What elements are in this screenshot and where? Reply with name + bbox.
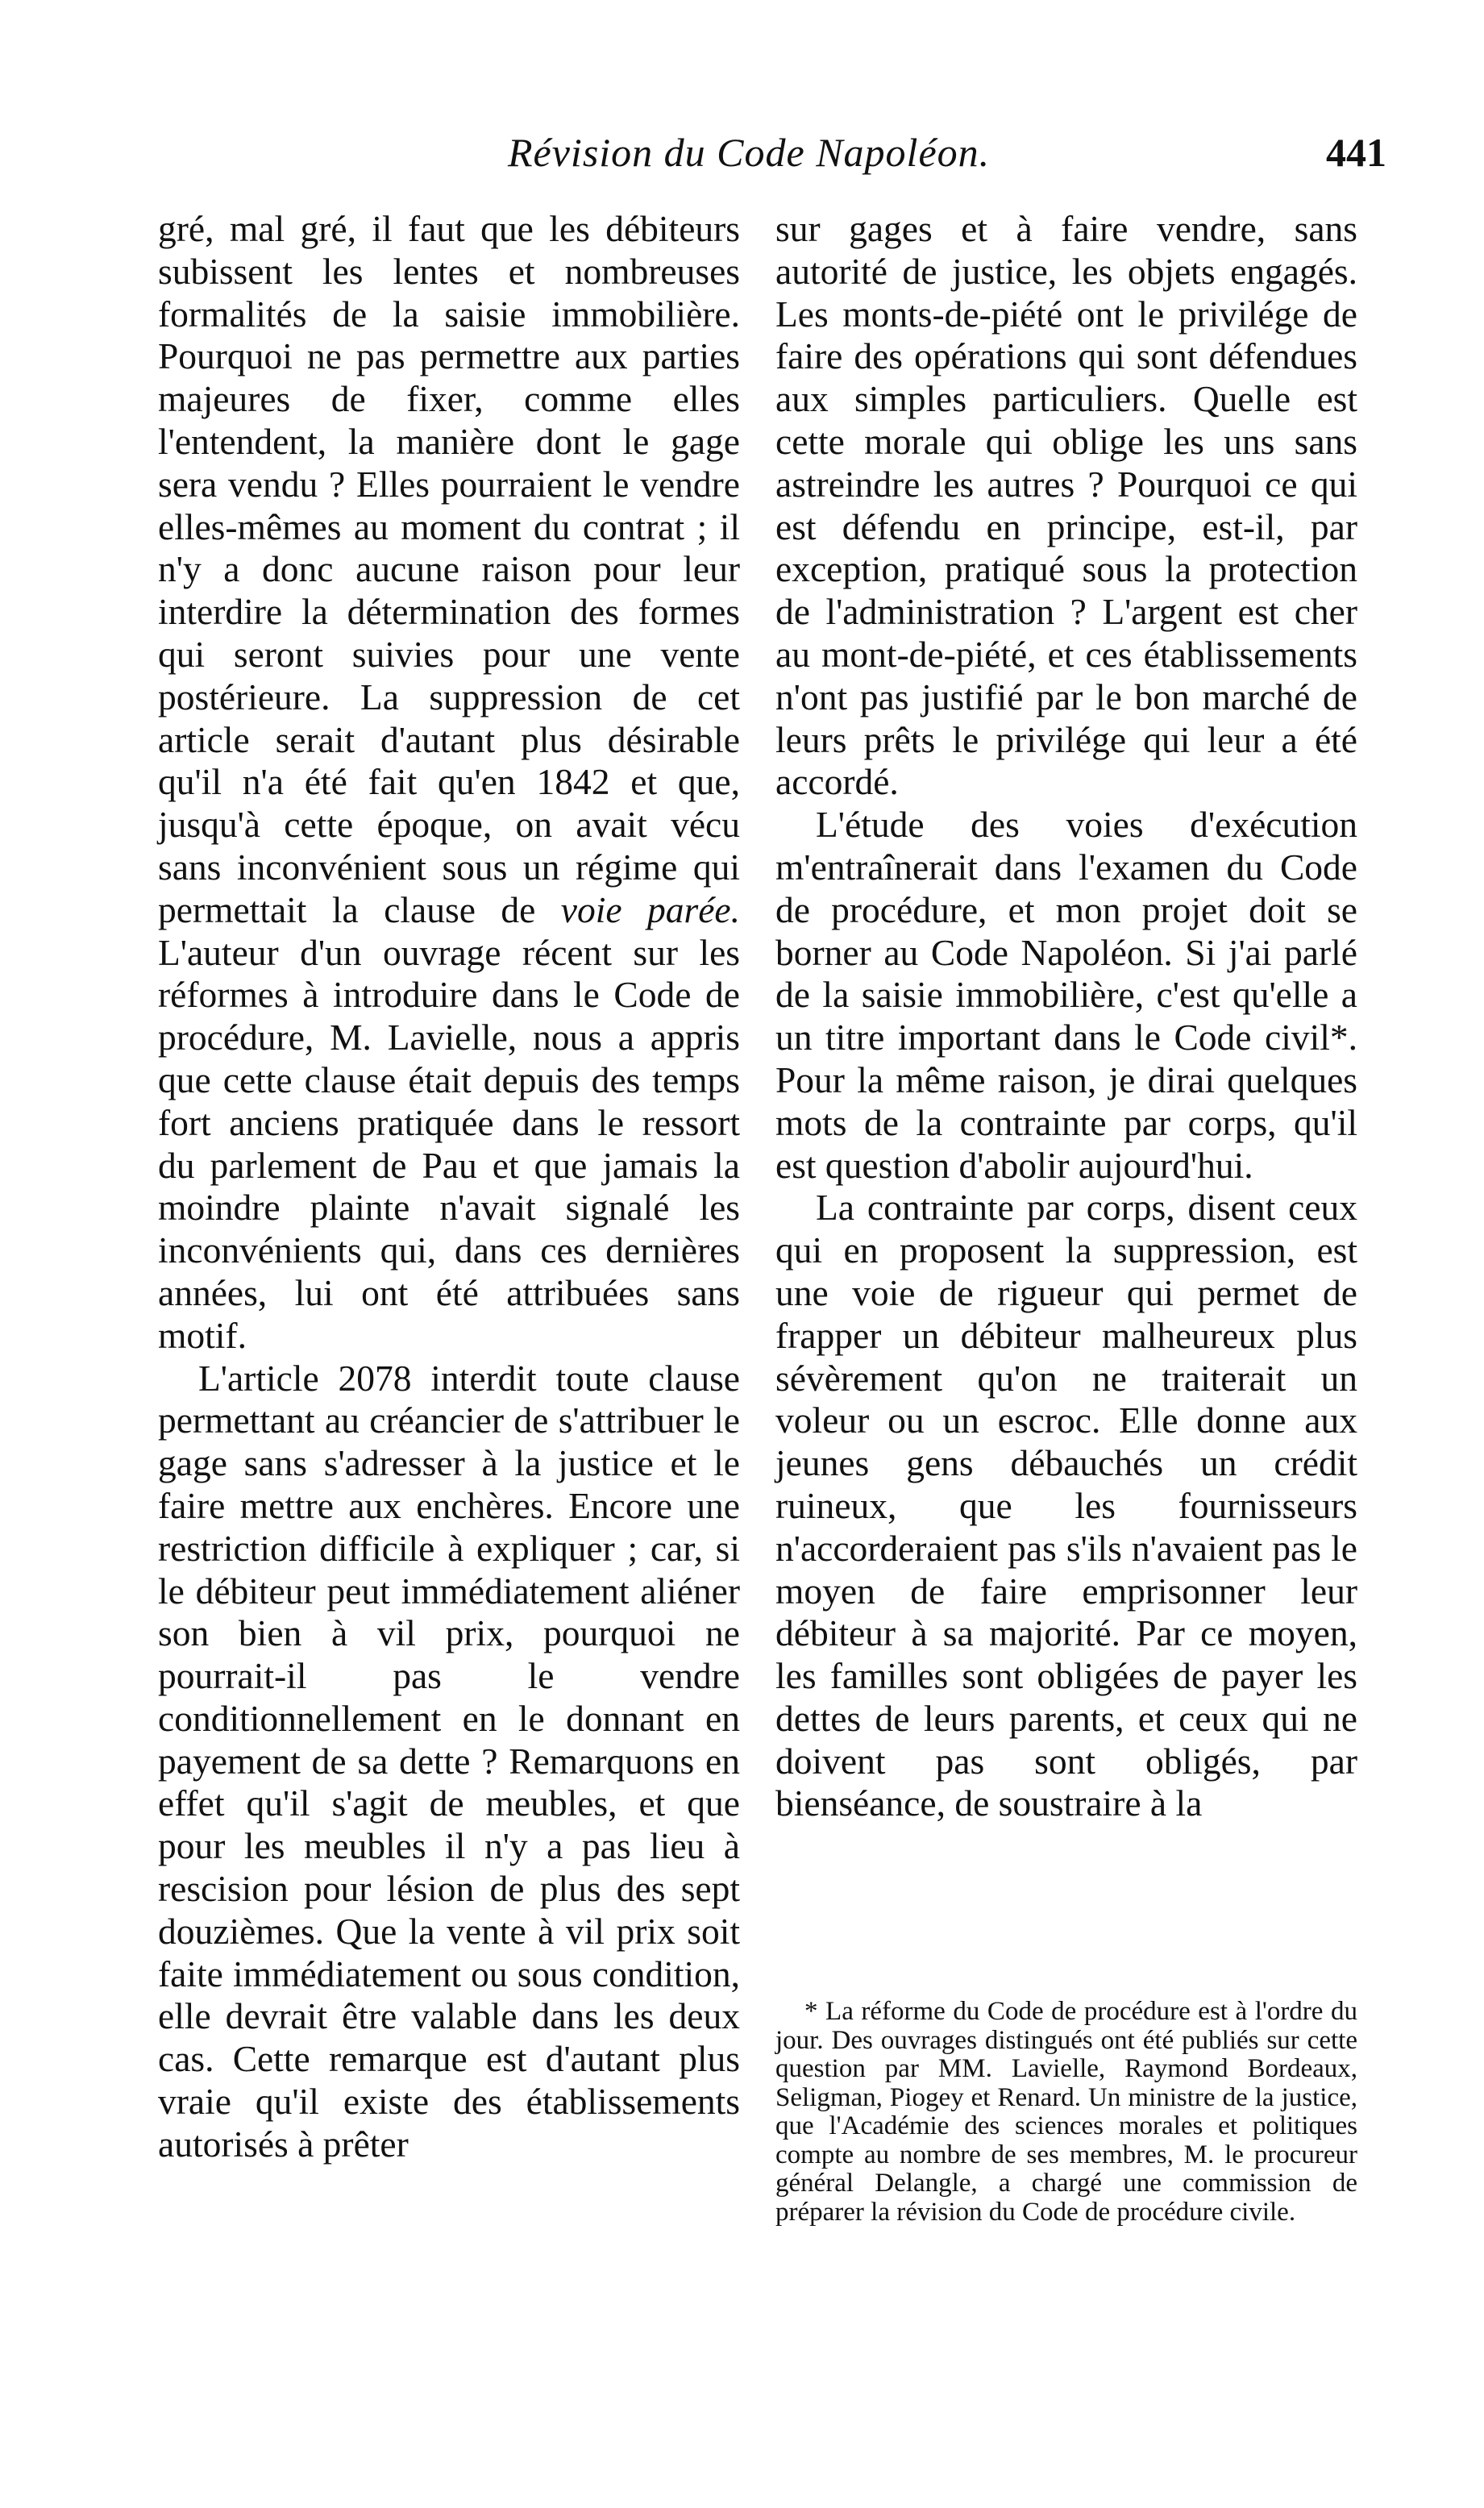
left-paragraph-1-end: L'auteur d'un ouvrage récent sur les réformes à introduire dans le Code de procédure, M. Lavielle, nous a appris que cette clause était depuis des temps fort anciens pratiquée dans le ressort du parlement de Pau et que jamais la moindre plainte n'avait signalé les inconvénients qui, dans ces dernières années, lui ont été attribuées sans motif. bbox=[158, 931, 740, 1356]
running-title: Révision du Code Napoléon. bbox=[508, 130, 991, 175]
page-header bbox=[153, 129, 1386, 185]
right-paragraph-1: sur gages et à faire vendre, sans autorité de justice, les objets engagés. Les monts-de-piété ont le privilége de faire des opérations qui sont défendues aux simples particuliers. Quelle est cette morale qui oblige les uns sans astreindre les autres ? Pourquoi ce qui est défendu en principe, est-il, par exception, pratiqué sous la protection de l'administration ? L'argent est cher au mont-de-piété, et ces établissements n'ont pas justifié par le bon marché de leurs prêts le privilége qui leur a été accordé. bbox=[775, 208, 1357, 803]
left-column bbox=[158, 208, 740, 2166]
left-paragraph-1-text: gré, mal gré, il faut que les débiteurs subissent les lentes et nombreuses formalités de la saisie immobilière. Pourquoi ne pas permettre aux parties majeures de fixer, comme elles l'entendent, la manière dont le gage sera vendu ? Elles pourraient le vendre elles-mêmes au moment du contrat ; il n'y a donc aucune raison pour leur interdire la détermination des formes qui seront suivies pour une vente postérieure. La suppression de cet article serait d'autant plus désirable qu'il n'a été fait qu'en 1842 et que, jusqu'à cette époque, on avait vécu sans inconvénient sous un régime qui permettait la clause de bbox=[158, 208, 740, 930]
right-column bbox=[775, 208, 1357, 1825]
right-paragraph-2-text: L'étude des voies d'exécution m'entraînerait dans l'examen du Code de procédure, et mon projet doit se borner au Code Napoléon. Si j'ai parlé de la saisie immobilière, c'est qu'elle a un titre important dans le Code civil bbox=[775, 804, 1357, 1059]
right-paragraph-2-end: . Pour la même raison, je dirai quelques mots de la contrainte par corps, qu'il est question d'abolir aujourd'hui. bbox=[775, 1017, 1357, 1186]
voie-paree-term: voie parée. bbox=[560, 888, 740, 930]
footnote-reference-mark: * bbox=[1329, 1017, 1349, 1059]
right-paragraph-2 bbox=[775, 804, 1357, 1187]
left-paragraph-1 bbox=[158, 208, 740, 1358]
left-paragraph-2: L'article 2078 interdit toute clause permettant au créancier de s'attribuer le gage sans s'adresser à la justice et le faire mettre aux enchères. Encore une restriction difficile à expliquer ; car, si le débiteur peut immédiatement aliéner son bien à vil prix, pourquoi ne pourrait-il pas le vendre conditionnellement en le donnant en payement de sa dette ? Remarquons en effet qu'il s'agit de meubles, et que pour les meubles il n'y a pas lieu à rescision pour lésion de plus des sept douzièmes. Que la vente à vil prix soit faite immédiatement ou sous condition, elle devrait être valable dans les deux cas. Cette remarque est d'autant plus vraie qu'il existe des établissements autorisés à prêter bbox=[158, 1357, 740, 2165]
right-paragraph-3: La contrainte par corps, disent ceux qui en proposent la suppression, est une voie de rigueur qui permet de frapper un débiteur malheureux plus sévèrement qu'on ne traiterait un voleur ou un escroc. Elle donne aux jeunes gens débauchés un crédit ruineux, que les fournisseurs n'accorderaient pas s'ils n'avaient pas le moyen de faire emprisonner leur débiteur à sa majorité. Par ce moyen, les familles sont obligées de payer les dettes de leurs parents, et ceux qui ne doivent pas sont obligés, par bienséance, de soustraire à la bbox=[775, 1187, 1357, 1824]
footnote-text: * La réforme du Code de procédure est à l'ordre du jour. Des ouvrages distingués ont été publiés sur cette question par MM. Lavielle, Raymond Bordeaux, Seligman, Piogey et Renard. Un ministre de la justice, que l'Académie des sciences morales et politiques compte au nombre de ses membres, M. le procureur général Delangle, a chargé une commission de préparer la révision du Code de procédure civile. bbox=[775, 1997, 1357, 2227]
footnote bbox=[775, 1998, 1357, 2227]
page-number: 441 bbox=[1326, 130, 1386, 175]
